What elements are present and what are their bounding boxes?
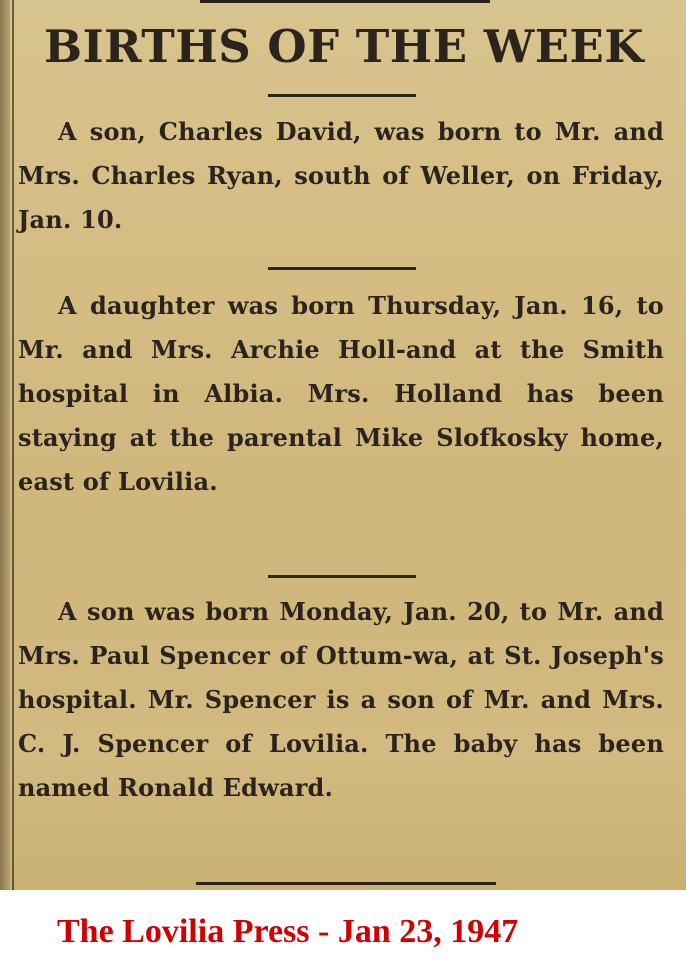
separator-rule (268, 575, 416, 578)
source-caption: The Lovilia Press - Jan 23, 1947 (57, 913, 519, 950)
birth-notice-2: A daughter was born Thursday, Jan. 16, to Mr. and Mrs. Archie Holl-and at the Smith hospital in Albia. Mrs. Holland has been staying at the parental Mike Slofkosky home, east of Lovilia. (18, 291, 664, 496)
separator-rule (268, 267, 416, 270)
paper-edge (0, 0, 10, 890)
headline: BIRTHS OF THE WEEK (44, 20, 644, 73)
top-rule (200, 0, 490, 3)
bottom-rule (196, 882, 496, 885)
birth-notice-3: A son was born Monday, Jan. 20, to Mr. and Mrs. Paul Spencer of Ottum-wa, at St. Joseph's hospital. Mr. Spencer is a son of Mr. and Mrs. C. J. Spencer of Lovilia. The baby has been named Ronald Edward. (18, 597, 664, 802)
separator-rule (268, 94, 416, 97)
column-rule (12, 0, 14, 890)
birth-notice-1: A son, Charles David, was born to Mr. and Mrs. Charles Ryan, south of Weller, on Friday, Jan. 10. (18, 117, 664, 234)
